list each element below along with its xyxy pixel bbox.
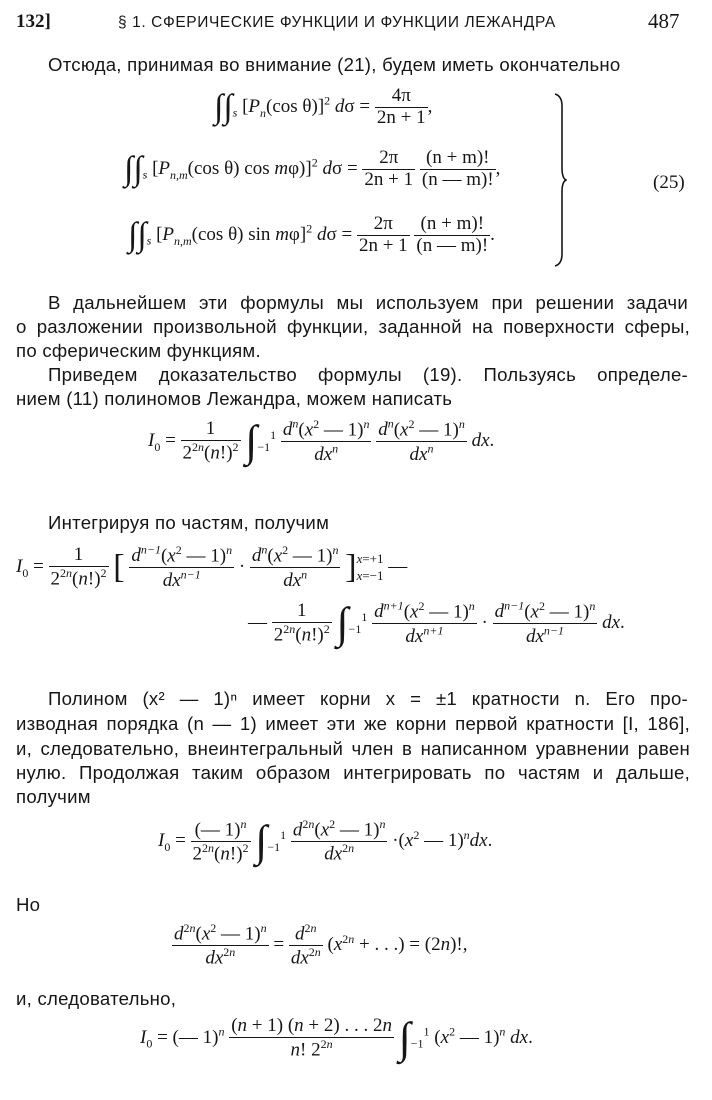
paragraph-4: Интегрируя по частям, получим: [48, 512, 330, 533]
equation-25-line-2: $\int\int_s$ [$P_{n,m}(\cos$ θ) cos mφ)]$^2$ dσ = $\frac{2\pi}{2n + 1}$ $\frac{(n + m)!}{(n — m)!}$ ,: [124, 147, 501, 190]
paragraph-2-line-3: по сферическим функциям.: [16, 340, 261, 361]
equation-integration-by-parts-line-1: $I_0$ = $\frac{1}{2^{2n}(n!)^2}$ [ $\frac{d^{n-1}(x^2 — 1)^n}{dx^{n-1}}$ · $\frac{d^n(x^2 — 1)^n}{dx^n}$ ]x=+1 x=−1 —: [16, 543, 408, 591]
equation-25-line-3: $\int\int_s$ [$P_{n,m}(\cos$ θ) sin mφ]$^2$ dσ = $\frac{2\pi}{2n + 1}$ $\frac{(n + m)!}{(n — m)!}$ .: [128, 213, 495, 256]
paragraph-5-line-3: и, следовательно, внеинтегральный член в написанном уравнении равен: [16, 738, 690, 759]
paragraph-5-line-5: получим: [16, 786, 91, 807]
paragraph-3-line-2: нием (11) полиномов Лежандра, можем написать: [16, 388, 453, 409]
chapter-number: 132]: [16, 11, 51, 32]
equation-i0-definition: $I_0$ = $\frac{1}{2^{2n}(n!)^2}$ $\int_{-1}^1$ $\frac{d^n(x^2 — 1)^n}{dx^n}$ $\frac{d^n(x^2 — 1)^n}{dx^n}$ dx.: [148, 416, 495, 466]
paragraph-5-line-1: Полином (x² — 1)ⁿ имеет корни x = ±1 кратности n. Его про-: [48, 688, 688, 709]
page-number: 487: [648, 9, 680, 33]
paragraph-3-line-1: Приведем доказательство формулы (19). Пользуясь определе-: [48, 364, 688, 385]
equation-derivative: $\frac{d^{2n}(x^2 — 1)^n}{dx^{2n}}$ = $\frac{d^{2n}}{dx^{2n}}$ ($x^{2n}$ + . . .) = (2n)!,: [174, 921, 468, 969]
paragraph-5-line-4: нулю. Продолжая таким образом интегрировать по частям и дальше,: [16, 762, 690, 783]
paragraph-5-line-2: изводная порядка (n — 1) имеет эти же корни первой кратности [I, 186],: [16, 713, 690, 734]
equation-i0-repeated: $I_0$ = $\frac{(— 1)^n}{2^{2n}(n!)^2}$ $\int_{-1}^1$ $\frac{d^{2n}(x^2 — 1)^n}{dx^{2n}}$ $\cdot(x^2$ — 1)$^n$dx.: [158, 816, 493, 866]
section-title: § 1. СФЕРИЧЕСКИЕ ФУНКЦИИ И ФУНКЦИИ ЛЕЖАНДРА: [118, 14, 556, 31]
equation-brace: [553, 92, 567, 268]
equation-25-line-1: $\int\int_s$ [$P_n(\cos$ θ)]$^2$ dσ = $\frac{4\pi}{2n + 1}$ ,: [214, 85, 433, 128]
paragraph-6: Но: [16, 894, 41, 915]
paragraph-intro: Отсюда, принимая во внимание (21), будем иметь окончательно: [48, 54, 621, 75]
paragraph-2-line-1: В дальнейшем эти формулы мы используем при решении задачи: [48, 292, 688, 313]
paragraph-2-line-2: о разложении произвольной функции, заданной на поверхности сферы,: [16, 316, 690, 337]
equation-number-25: (25): [653, 172, 685, 193]
equation-i0-final: $I_0$ = (— 1)$^n$ $\frac{(n + 1) (n + 2) . . . 2n}{n! 2^{2n}}$ $\int_{-1}^1$ ($x^2$ — 1)$^n$ dx.: [140, 1013, 533, 1063]
equation-integration-by-parts-line-2: — $\frac{1}{2^{2n}(n!)^2}$ $\int_{-1}^1$ $\frac{d^{n+1}(x^2 — 1)^n}{dx^{n+1}}$ · $\frac{d^{n-1}(x^2 — 1)^n}{dx^{n-1}}$ dx.: [248, 598, 625, 648]
paragraph-7: и, следовательно,: [16, 988, 177, 1009]
